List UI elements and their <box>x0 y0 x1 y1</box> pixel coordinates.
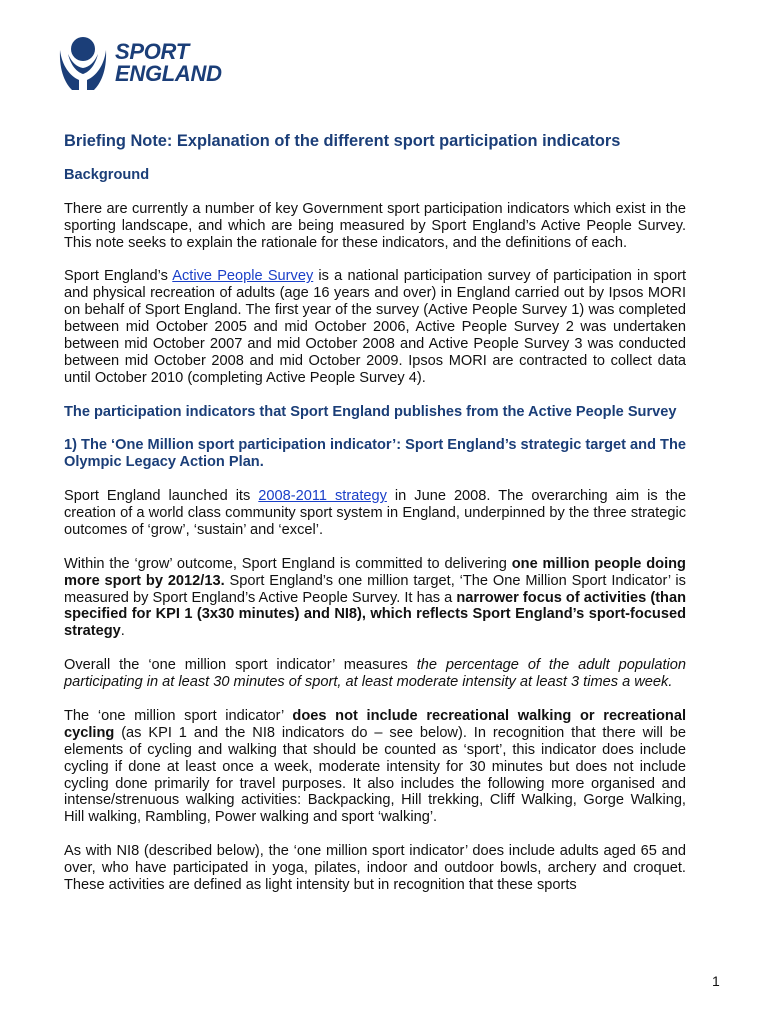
page-title: Briefing Note: Explanation of the different sport participation indicators <box>64 132 621 150</box>
logo-line-1: SPORT <box>115 39 189 64</box>
background-paragraph-1: There are currently a number of key Government sport participation indicators which exist in the sporting landscape, and which are being measured by Sport England’s Active People Survey. This note seeks to explain the rationale for these indicators, and the definitions of each. <box>64 200 686 251</box>
logo-wordmark <box>115 41 222 85</box>
section-1-heading: 1) The ‘One Million sport participation indicator’: Sport England’s strategic target and The Olympic Legacy Action Plan. <box>64 437 686 471</box>
document-body <box>64 131 686 894</box>
background-heading: Background <box>64 167 150 183</box>
logo-line-2: ENGLAND <box>115 61 222 86</box>
active-people-survey-link[interactable]: Active People Survey <box>172 268 314 285</box>
background-paragraph-2: Sport England’s Active People Survey is a national participation survey of participation in sport and physical recreation of adults (age 16 years and over) in England carried out by Ipsos MORI on behalf of Sport England. The first year of the survey (Active People Survey 1) was completed between mid October 2005 and mid October 2006, Active People Survey 2 was undertaken between mid October 2007 and mid October 2008 and Active People Survey 3 was conducted between mid October 2008 and mid October 2009. Ipsos MORI are contracted to collect data until October 2010 (completing Active People Survey 4). <box>64 268 686 386</box>
sport-england-emblem-icon <box>58 36 108 90</box>
page-number: 1 <box>712 973 720 989</box>
strategy-2008-2011-link[interactable]: 2008-2011 strategy <box>258 488 387 505</box>
sport-england-logo <box>58 36 222 90</box>
section-1-paragraph-4: The ‘one million sport indicator’ does not include recreational walking or recreational cycling (as KPI 1 and the NI8 indicators do – see below). In recognition that there will be elements of cycling and walking that should be counted as ‘sport’, this indicator does include cycling if done at least once a week, moderate intensity for 30 minutes but does not include cycling done primarily for travel purposes. It also includes the following more organised and intense/strenuous walking activities: Backpacking, Hill trekking, Cliff Walking, Gorge Walking, Hill walking, Rambling, Power walking and sport ‘walking’. <box>64 707 687 826</box>
section-1-paragraph-3: Overall the ‘one million sport indicator’ measures the percentage of the adult population participating in at least 30 minutes of sport, at least moderate intensity at least 3 times a week. <box>64 657 686 691</box>
section-1-paragraph-5: As with NI8 (described below), the ‘one million sport indicator’ does include adults aged 65 and over, who have participated in yoga, pilates, indoor and outdoor bowls, archery and croquet. These activities are defined as light intensity but in recognition that these sports <box>64 843 686 893</box>
section-1-paragraph-2: Within the ‘grow’ outcome, Sport England is committed to delivering one million people doing more sport by 2012/13. Sport England’s one million target, ‘The One Million Sport Indicator’ is measured by Sport England’s Active People Survey. It has a narrower focus of activities (than specified for KPI 1 (3x30 minutes) and NI8), which reflects Sport England’s sport-focused strategy. <box>64 555 687 640</box>
section-1-paragraph-1: Sport England launched its 2008-2011 strategy in June 2008. The overarching aim is the creation of a world class community sport system in England, underpinned by the three strategic outcomes of ‘grow’, ‘sustain’ and ‘excel’. <box>64 488 686 538</box>
indicators-heading: The participation indicators that Sport England publishes from the Active People Survey <box>64 403 677 420</box>
